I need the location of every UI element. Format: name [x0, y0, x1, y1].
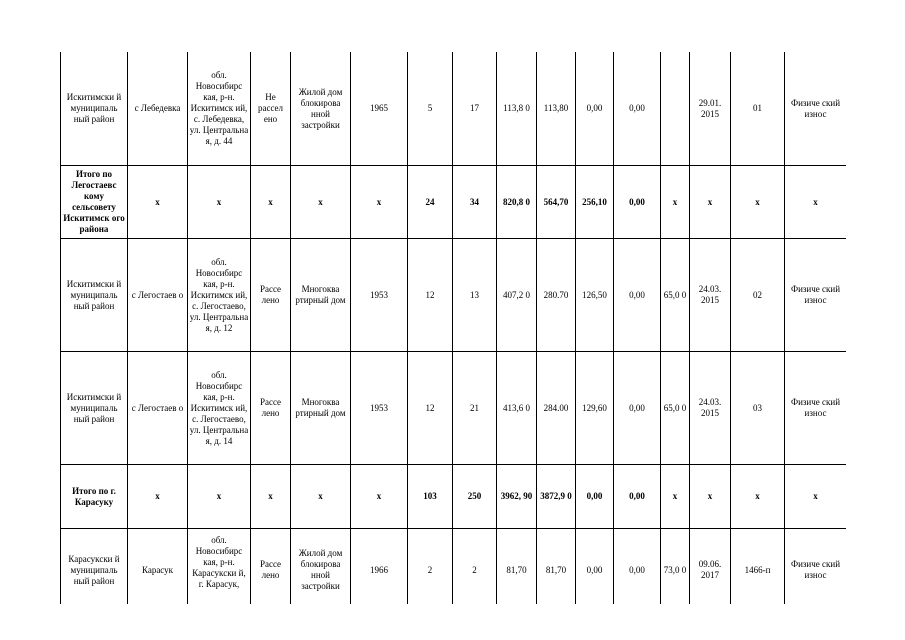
area-b-cell: 0,00: [576, 465, 614, 529]
area-c-cell: 0,00: [614, 239, 661, 352]
year-cell: x: [351, 166, 408, 239]
year-cell: 1953: [351, 239, 408, 352]
date-cell: 24.03. 2015: [690, 239, 731, 352]
area-total-cell: 407,2 0: [497, 239, 537, 352]
area-b-cell: 256,10: [576, 166, 614, 239]
resettlement-status-cell: Рассе лено: [251, 529, 291, 605]
area-a-cell: 284.00: [537, 352, 576, 465]
resettlement-status-cell: Рассе лено: [251, 352, 291, 465]
count-cell-a: 5: [408, 52, 453, 166]
doc-number-cell: 1466-п: [731, 529, 785, 605]
reason-cell: Физиче ский износ: [785, 239, 847, 352]
settlement-cell: x: [128, 465, 188, 529]
area-total-cell: 820,8 0: [497, 166, 537, 239]
table-total-row: [61, 465, 847, 529]
count-cell-a: 103: [408, 465, 453, 529]
date-cell: 09.06. 2017: [690, 529, 731, 605]
table-row: [61, 239, 847, 352]
settlement-cell: с Лебедевка: [128, 52, 188, 166]
reason-cell: Физиче ский износ: [785, 52, 847, 166]
building-type-cell: Жилой дом блокирова нной застройки: [291, 52, 351, 166]
wear-percent-cell: 65,0 0: [661, 352, 690, 465]
count-cell-a: 2: [408, 529, 453, 605]
table-row: [61, 529, 847, 605]
settlement-cell: x: [128, 166, 188, 239]
wear-percent-cell: 65,0 0: [661, 239, 690, 352]
count-cell-b: 21: [453, 352, 497, 465]
resettlement-status-cell: x: [251, 166, 291, 239]
doc-number-cell: 02: [731, 239, 785, 352]
area-b-cell: 126,50: [576, 239, 614, 352]
area-total-cell: 413,6 0: [497, 352, 537, 465]
count-cell-b: 13: [453, 239, 497, 352]
date-cell: x: [690, 465, 731, 529]
date-cell: x: [690, 166, 731, 239]
resettlement-status-cell: Не рассел ено: [251, 52, 291, 166]
document-page: [60, 52, 846, 604]
doc-number-cell: 03: [731, 352, 785, 465]
address-cell: обл. Новосибирс кая, р-н. Карасукски й, г. Карасук,: [188, 529, 251, 605]
year-cell: x: [351, 465, 408, 529]
building-type-cell: Жилой дом блокирова нной застройки: [291, 529, 351, 605]
area-c-cell: 0,00: [614, 465, 661, 529]
count-cell-a: 24: [408, 166, 453, 239]
area-a-cell: 3872,9 0: [537, 465, 576, 529]
building-type-cell: Многоква ртирный дом: [291, 352, 351, 465]
housing-table: [60, 52, 846, 604]
area-b-cell: 0,00: [576, 52, 614, 166]
settlement-cell: Карасук: [128, 529, 188, 605]
settlement-cell: с Легостаев о: [128, 352, 188, 465]
district-cell: Искитимски й муниципаль ный район: [61, 52, 128, 166]
reason-cell: Физиче ский износ: [785, 352, 847, 465]
wear-percent-cell: x: [661, 465, 690, 529]
building-type-cell: x: [291, 166, 351, 239]
count-cell-a: 12: [408, 239, 453, 352]
table-row: [61, 52, 847, 166]
count-cell-b: 34: [453, 166, 497, 239]
area-c-cell: 0,00: [614, 52, 661, 166]
table-body: [61, 52, 847, 604]
address-cell: x: [188, 166, 251, 239]
area-total-cell: 113,8 0: [497, 52, 537, 166]
wear-percent-cell: x: [661, 166, 690, 239]
area-b-cell: 0,00: [576, 529, 614, 605]
reason-cell: Физиче ский износ: [785, 529, 847, 605]
reason-cell: x: [785, 166, 847, 239]
reason-cell: x: [785, 465, 847, 529]
area-total-cell: 81,70: [497, 529, 537, 605]
area-a-cell: 564,70: [537, 166, 576, 239]
count-cell-b: 250: [453, 465, 497, 529]
area-b-cell: 129,60: [576, 352, 614, 465]
year-cell: 1966: [351, 529, 408, 605]
district-cell: Искитимски й муниципаль ный район: [61, 239, 128, 352]
address-cell: обл. Новосибирс кая, р-н. Искитимск ий, с. Лебедевка, ул. Центральна я, д. 44: [188, 52, 251, 166]
area-c-cell: 0,00: [614, 352, 661, 465]
area-a-cell: 280.70: [537, 239, 576, 352]
table-total-row: [61, 166, 847, 239]
table-row: [61, 352, 847, 465]
area-c-cell: 0,00: [614, 166, 661, 239]
count-cell-b: 2: [453, 529, 497, 605]
district-cell: Итого по Легостаевс кому сельсовету Искитимск ого района: [61, 166, 128, 239]
district-cell: Искитимски й муниципаль ный район: [61, 352, 128, 465]
area-total-cell: 3962, 90: [497, 465, 537, 529]
settlement-cell: с Легостаев о: [128, 239, 188, 352]
district-cell: Итого по г. Карасуку: [61, 465, 128, 529]
wear-percent-cell: 73,0 0: [661, 529, 690, 605]
building-type-cell: Многоква ртирный дом: [291, 239, 351, 352]
wear-percent-cell: [661, 52, 690, 166]
address-cell: x: [188, 465, 251, 529]
count-cell-a: 12: [408, 352, 453, 465]
doc-number-cell: x: [731, 465, 785, 529]
area-c-cell: 0,00: [614, 529, 661, 605]
address-cell: обл. Новосибирс кая, р-н. Искитимск ий, с. Легостаево, ул. Центральна я, д. 12: [188, 239, 251, 352]
date-cell: 29.01. 2015: [690, 52, 731, 166]
area-a-cell: 113,80: [537, 52, 576, 166]
address-cell: обл. Новосибирс кая, р-н. Искитимск ий, с. Легостаево, ул. Центральна я, д. 14: [188, 352, 251, 465]
year-cell: 1953: [351, 352, 408, 465]
resettlement-status-cell: x: [251, 465, 291, 529]
date-cell: 24.03. 2015: [690, 352, 731, 465]
year-cell: 1965: [351, 52, 408, 166]
district-cell: Карасукски й муниципаль ный район: [61, 529, 128, 605]
count-cell-b: 17: [453, 52, 497, 166]
area-a-cell: 81,70: [537, 529, 576, 605]
resettlement-status-cell: Рассе лено: [251, 239, 291, 352]
doc-number-cell: x: [731, 166, 785, 239]
doc-number-cell: 01: [731, 52, 785, 166]
building-type-cell: x: [291, 465, 351, 529]
